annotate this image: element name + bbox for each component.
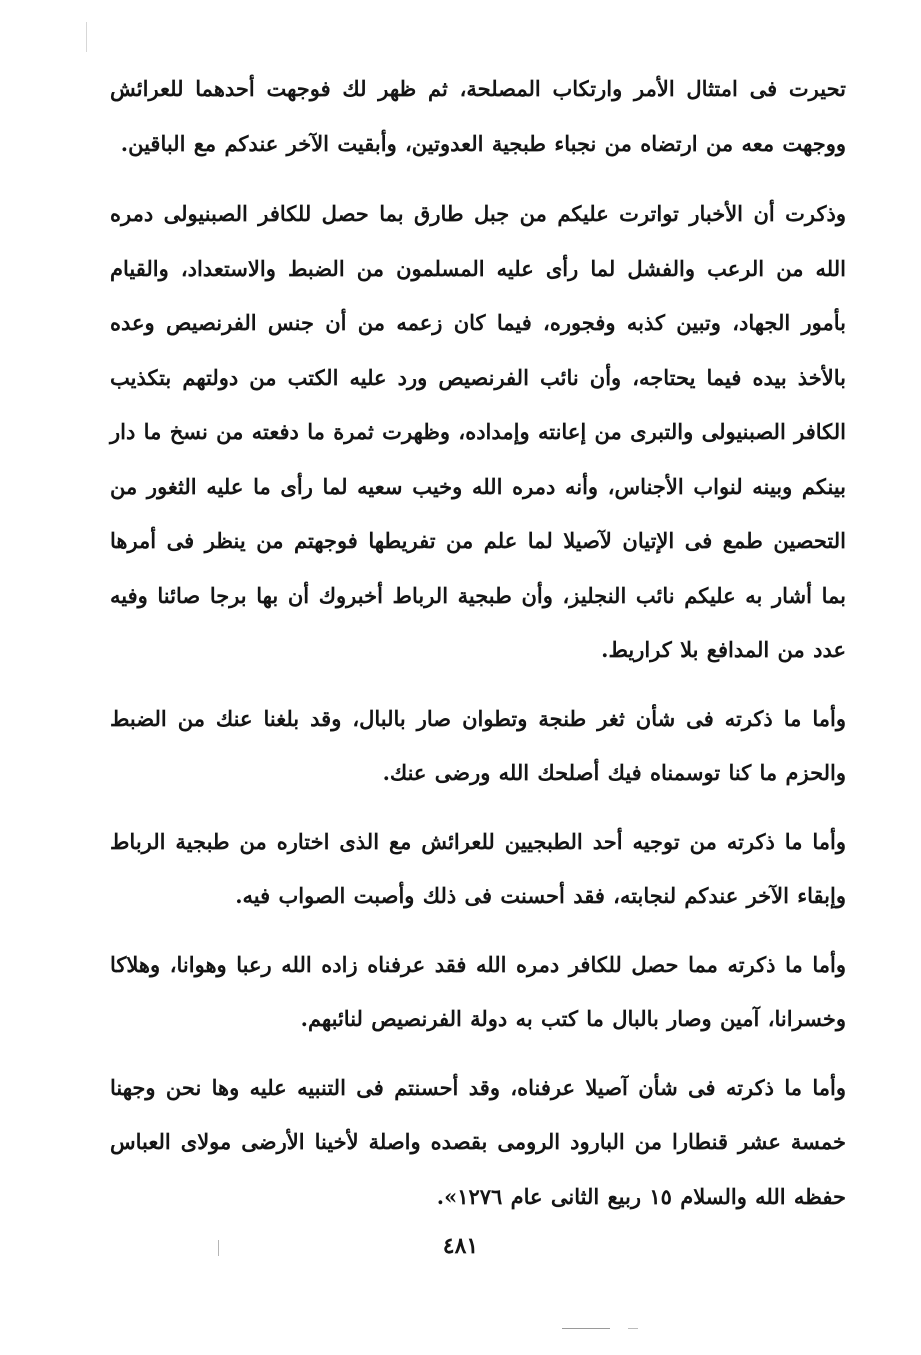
scan-artifact-tick bbox=[218, 1240, 219, 1256]
paragraph-6: وأما ما ذكرته فى شأن آصيلا عرفناه، وقد أحسنتم فى التنبيه عليه وها نحن وجهنا خمسة عشر قنطارا من البارود الرومى بقصده واصلة لأخينا الأرضى مولاى العباس حفظه الله والسلام ١٥ ربيع الثانى عام ١٢٧٦». bbox=[110, 1074, 846, 1209]
scan-artifact-line bbox=[562, 1328, 610, 1329]
paragraph-3: وأما ما ذكرته فى شأن ثغر طنجة وتطوان صار بالبال، وقد بلغنا عنك من الضبط والحزم ما كنا توسمناه فيك أصلحك الله ورضى عنك. bbox=[110, 705, 846, 785]
page-number: ٤٨١ bbox=[442, 1233, 479, 1259]
scan-artifact-edge bbox=[86, 22, 87, 52]
document-body bbox=[110, 62, 846, 1238]
paragraph-1: تحيرت فى امتثال الأمر وارتكاب المصلحة، ثم ظهر لك فوجهت أحدهما للعرائش ووجهت معه من ارتضاه من نجباء طبجية العدوتين، وأبقيت الآخر عندكم مع الباقين. bbox=[110, 76, 846, 156]
paragraph-5: وأما ما ذكرته مما حصل للكافر دمره الله فقد عرفناه زاده الله رعبا وهوانا، وهلاكا وخسرانا، آمين وصار بالبال ما كتب به دولة الفرنصيص لنائبهم. bbox=[110, 951, 846, 1031]
scan-artifact-dash bbox=[628, 1328, 638, 1329]
paragraph-4: وأما ما ذكرته من توجيه أحد الطبجيين للعرائش مع الذى اختاره من طبجية الرباط وإبقاء الآخر عندكم لنجابته، فقد أحسنت فى ذلك وأصبت الصواب فيه. bbox=[110, 828, 846, 908]
paragraph-2: وذكرت أن الأخبار تواترت عليكم من جبل طارق بما حصل للكافر الصبنيولى دمره الله من الرعب والفشل لما رأى عليه المسلمون من الضبط والاستعداد، والقيام بأمور الجهاد، وتبين كذبه وفجوره، فيما كان زعمه من أن جنس الفرنصيص وعده بالأخذ بيده فيما يحتاجه، وأن نائب الفرنصيص ورد عليه الكتب من دولتهم بتكذيب الكافر الصبنيولى والتبرى من إعانته وإمداده، وظهرت ثمرة ما دفعته من نسخ ما دار بينكم وبينه لنواب الأجناس، وأنه دمره الله وخيب سعيه لما رأى ما عليه الثغور من التحصين طمع فى الإتيان لآصيلا لما علم من تفريطها فوجهتم من ينظر فى أمرها بما أشار به عليكم نائب النجليز، وأن طبجية الرباط أخبروك أن بها برجا صائنا وفيه عدد من المدافع بلا كراريط. bbox=[110, 201, 846, 662]
